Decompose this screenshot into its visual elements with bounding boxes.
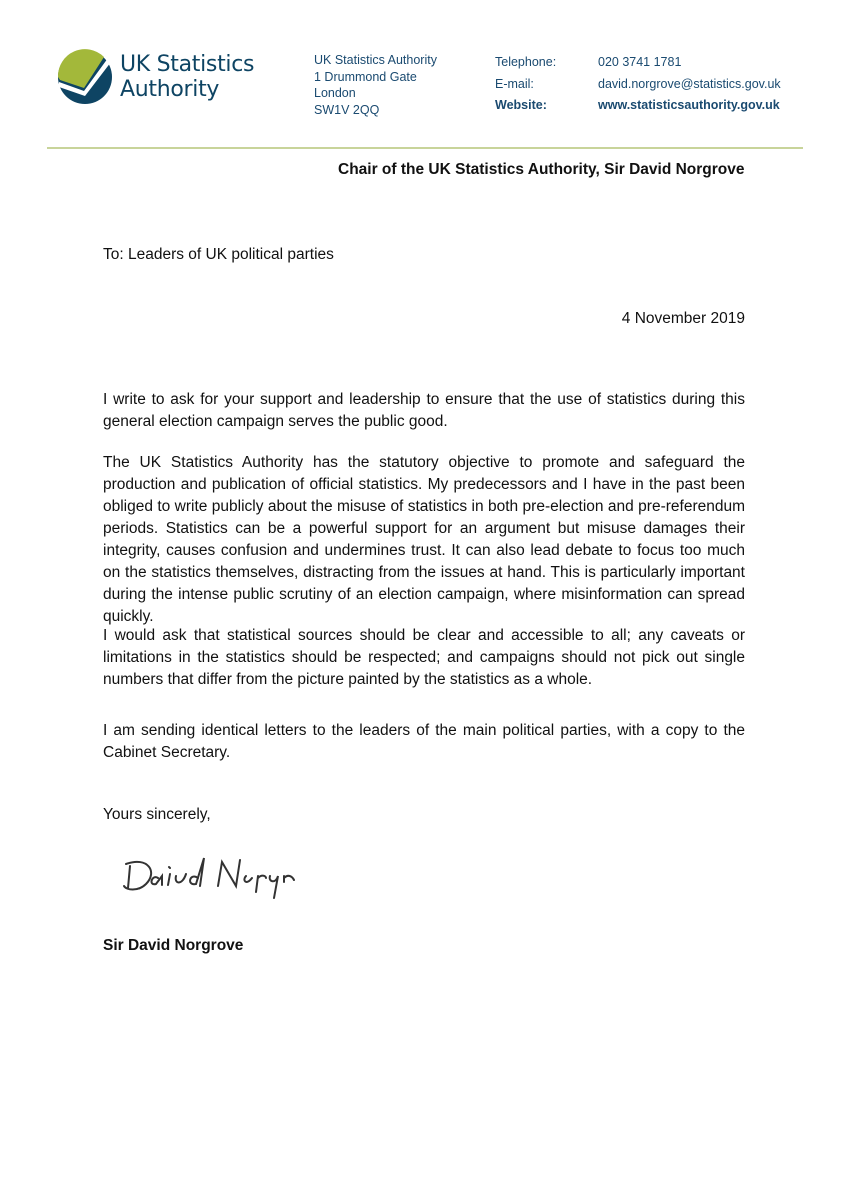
paragraph: I would ask that statistical sources should be clear and accessible to all; any caveats or limitations in the statistics should be respected; and campaigns should not pick out single numbers that differ from the picture painted by the statistics as a whole.: [103, 627, 745, 688]
paragraph: I am sending identical letters to the leaders of the main political parties, with a copy to the Cabinet Secretary.: [103, 722, 745, 761]
telephone-value: 020 3741 1781: [598, 55, 682, 69]
email-label: E-mail:: [495, 76, 534, 91]
address-line: 1 Drummond Gate: [314, 69, 417, 84]
logo-line-2: Authority: [120, 77, 220, 102]
address-line: UK Statistics Authority: [314, 53, 437, 67]
logo-check-icon: [56, 48, 116, 108]
contact-telephone: [495, 52, 781, 74]
logo-wordmark: [120, 52, 254, 102]
contact-email: [495, 74, 781, 96]
handwritten-signature: [118, 852, 298, 907]
website-link[interactable]: www.statisticsauthority.gov.uk: [598, 98, 780, 112]
signatory-name: Sir David Norgrove: [103, 937, 244, 954]
address-line: London: [314, 86, 356, 101]
sender-heading: Chair of the UK Statistics Authority, Sir David Norgrove: [338, 161, 745, 178]
paragraph: I write to ask for your support and leadership to ensure that the use of statistics during this general election campaign serves the public good.: [103, 391, 745, 430]
telephone-label: Telephone:: [495, 55, 557, 69]
header-divider: [47, 147, 803, 149]
closing: Yours sincerely,: [103, 806, 211, 823]
paragraph: The UK Statistics Authority has the statutory objective to promote and safeguard the production and publication of official statistics. My predecessors and I have in the past been obliged to write publicly about the misuse of statistics in both pre-election and pre-referendum periods. Statistics can be a powerful support for an argument but misuse damages their integrity, causes confusion and undermines trust. It can also lead debate to focus too much on the statistics themselves, distracting from the issues at hand. This is particularly important during the intense public scrutiny of an election campaign, where misinformation can spread quickly.: [103, 454, 745, 625]
postal-address: [314, 52, 437, 119]
address-line: SW1V 2QQ: [314, 103, 380, 118]
website-label: Website:: [495, 98, 547, 112]
contact-website: [495, 95, 781, 117]
contact-details: [495, 52, 781, 117]
recipient-line: To: Leaders of UK political parties: [103, 246, 334, 263]
letter-date: 4 November 2019: [621, 310, 745, 327]
email-link[interactable]: david.norgrove@statistics.gov.uk: [598, 76, 781, 91]
logo-line-1: UK Statistics: [120, 52, 255, 77]
